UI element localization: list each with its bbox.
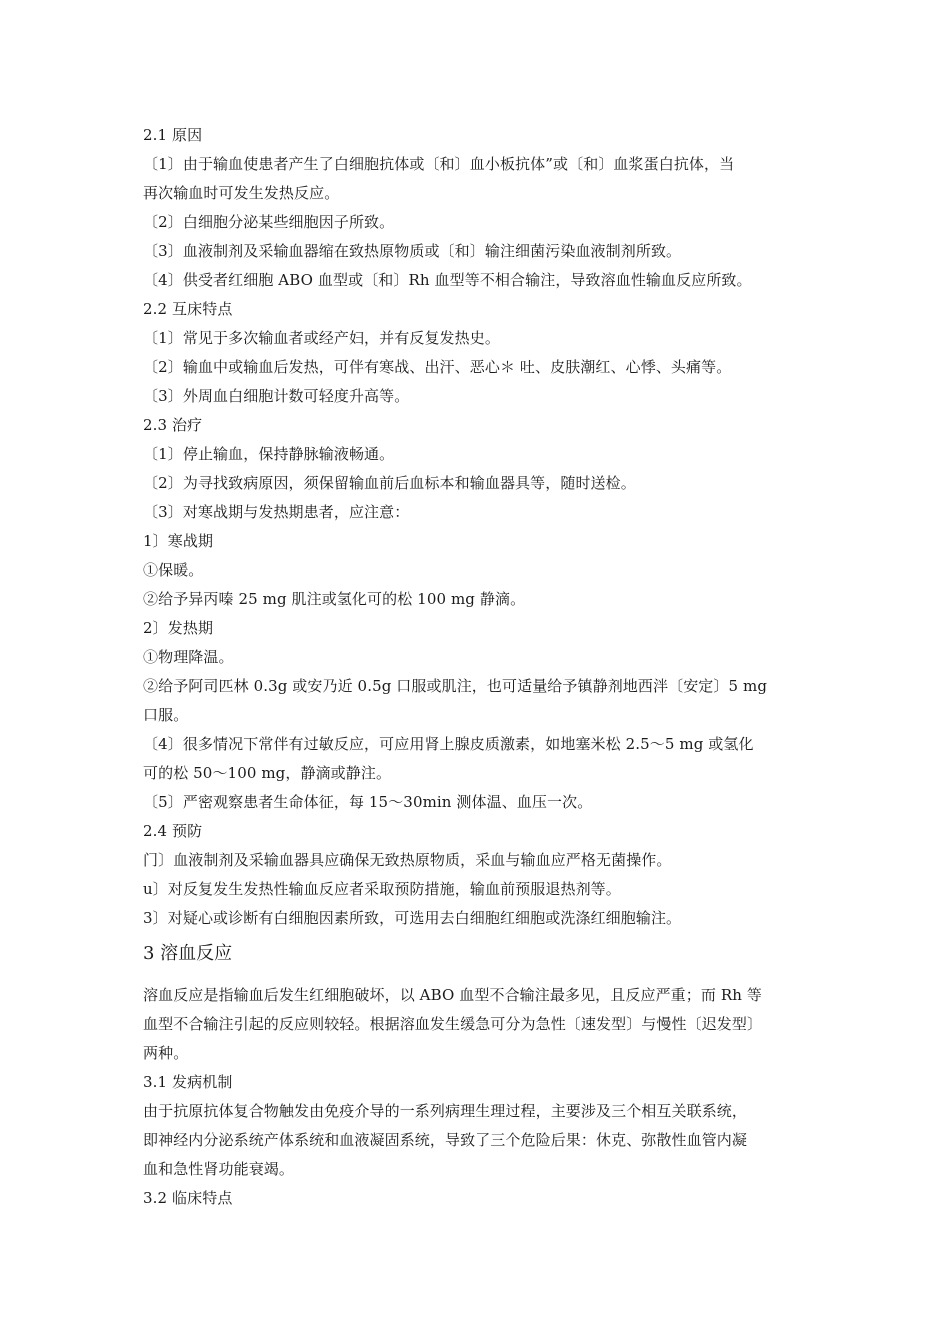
paragraph-line: 〔1〕停止输血，保持静脉输液畅通。 bbox=[143, 445, 395, 463]
paragraph-line: 〔1〕由于输血使患者产生了白细胞抗体或〔和〕血小板抗体”或〔和〕血浆蛋白抗体，当 bbox=[143, 155, 735, 173]
paragraph-line: 可的松 50～100 mg，静滴或静注。 bbox=[143, 764, 392, 782]
paragraph-line: 〔3〕对寒战期与发热期患者，应注意： bbox=[143, 503, 410, 521]
paragraph-line: 〔5〕严密观察患者生命体征，每 15～30min 测体温、血压一次。 bbox=[143, 793, 593, 811]
paragraph-line: 溶血反应是指输血后发生红细胞破坏，以 ABO 血型不合输注最多见，且反应严重；而 Rh 等 bbox=[143, 986, 762, 1004]
paragraph-line: 口服。 bbox=[143, 706, 189, 724]
paragraph-line: 即神经内分泌系统产体系统和血液凝固系统，导致了三个危险后果：休克、弥散性血管内凝 bbox=[143, 1131, 748, 1149]
paragraph-line: 由于抗原抗体复合物触发由免疫介导的一系列病理生理过程，主要涉及三个相互关联系统， bbox=[143, 1102, 748, 1120]
paragraph-line: 血型不合输注引起的反应则较轻。根据溶血发生缓急可分为急性〔速发型〕与慢性〔迟发型〕 bbox=[143, 1015, 763, 1033]
section-heading-2-4: 2.4 预防 bbox=[143, 822, 203, 840]
paragraph-line: 血和急性肾功能衰竭。 bbox=[143, 1160, 295, 1178]
section-heading-2-1: 2.1 原因 bbox=[143, 126, 203, 144]
paragraph-line: 再次输血时可发生发热反应。 bbox=[143, 184, 340, 202]
paragraph-line: 〔3〕血液制剂及采输血器缩在致热原物质或〔和〕输注细菌污染血液制剂所致。 bbox=[143, 242, 682, 260]
paragraph-line: ①保暖。 bbox=[143, 561, 204, 579]
paragraph-line: u〕对反复发生发热性输血反应者采取预防措施，输血前预服退热剂等。 bbox=[143, 880, 621, 898]
section-heading-3-1: 3.1 发病机制 bbox=[143, 1073, 233, 1091]
paragraph-line: 两种。 bbox=[143, 1044, 189, 1062]
paragraph-line: 3〕对疑心或诊断有白细胞因素所致，可选用去白细胞红细胞或洗涤红细胞输注。 bbox=[143, 909, 682, 927]
paragraph-line: 〔4〕很多情况下常伴有过敏反应，可应用肾上腺皮质激素，如地塞米松 2.5～5 mg 或氢化 bbox=[143, 735, 754, 753]
paragraph-line: 1〕寒战期 bbox=[143, 532, 214, 550]
paragraph-line: 〔2〕输血中或输血后发热，可伴有寒战、出汗、恶心＊ 吐、皮肤潮红、心悸、头痛等。 bbox=[143, 358, 732, 376]
paragraph-line: 〔1〕常见于多次输血者或经产妇，并有反复发热史。 bbox=[143, 329, 500, 347]
section-heading-2-2: 2.2 互床特点 bbox=[143, 300, 233, 318]
section-heading-3: 3 溶血反应 bbox=[143, 943, 233, 964]
paragraph-line: 2〕发热期 bbox=[143, 619, 214, 637]
document-body bbox=[143, 121, 809, 1213]
paragraph-line: 〔4〕供受者红细胞 ABO 血型或〔和〕Rh 血型等不相合输注，导致溶血性输血反应所致。 bbox=[143, 271, 752, 289]
paragraph-line: 〔3〕外周血白细胞计数可轻度升高等。 bbox=[143, 387, 410, 405]
paragraph-line: ②给予阿司匹林 0.3g 或安乃近 0.5g 口服或肌注，也可适量给予镇静剂地西泮〔安定〕5 mg bbox=[143, 677, 768, 695]
section-heading-2-3: 2.3 治疗 bbox=[143, 416, 203, 434]
paragraph-line: ②给予异丙嗪 25 mg 肌注或氢化可的松 100 mg 静滴。 bbox=[143, 590, 526, 608]
paragraph-line: ①物理降温。 bbox=[143, 648, 234, 666]
paragraph-line: 〔2〕为寻找致病原因，须保留输血前后血标本和输血器具等，随时送检。 bbox=[143, 474, 636, 492]
section-heading-3-2: 3.2 临床特点 bbox=[143, 1189, 233, 1207]
paragraph-line: 门〕血液制剂及采输血器具应确保无致热原物质，采血与输血应严格无菌操作。 bbox=[143, 851, 672, 869]
paragraph-line: 〔2〕白细胞分泌某些细胞因子所致。 bbox=[143, 213, 395, 231]
